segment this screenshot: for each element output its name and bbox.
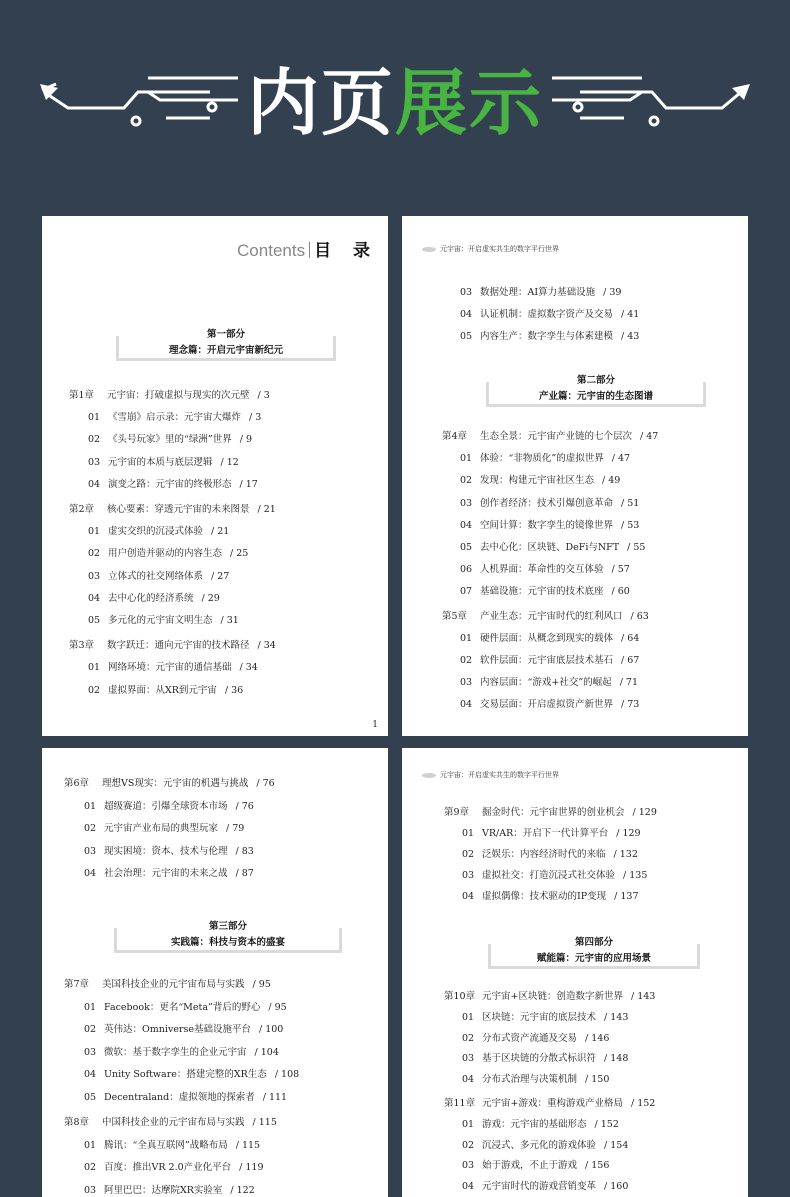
toc-entry-page: / 34 — [239, 662, 258, 674]
toc-section-entry — [462, 1030, 609, 1044]
toc-entry-page: / 137 — [614, 891, 639, 902]
toc-entry-number: 02 — [84, 823, 97, 835]
toc-section-entry — [84, 1137, 260, 1151]
toc-chapter-entry — [69, 637, 276, 651]
contents-zh: 目 录 — [314, 241, 378, 261]
toc-entry-title: 始于游戏，不止于游戏 — [482, 1160, 578, 1172]
banner-title — [0, 58, 790, 148]
toc-section-entry — [460, 696, 639, 710]
toc-entry-page: / 60 — [611, 586, 630, 598]
toc-entry-title: 泛娱乐：内容经济时代的来临 — [482, 849, 606, 860]
toc-entry-page: / 17 — [239, 478, 258, 490]
toc-section-entry — [460, 652, 639, 666]
part-number: 第二部分 — [571, 375, 621, 386]
toc-chapter-entry — [64, 1114, 277, 1128]
toc-entry-page: / 143 — [630, 991, 656, 1002]
toc-entry-number: 02 — [88, 548, 101, 560]
toc-entry-page: / 25 — [230, 548, 249, 560]
toc-entry-page: / 132 — [613, 849, 638, 860]
toc-chapter-entry — [69, 387, 270, 401]
toc-entry-page: / 129 — [632, 807, 657, 818]
toc-entry-number: 03 — [88, 456, 101, 468]
toc-entry-title: 元宇宙+区块链：创造数字新世界 — [482, 991, 623, 1002]
toc-entry-title: 虚实交织的沉浸式体验 — [108, 526, 204, 538]
toc-section-entry — [88, 590, 220, 604]
toc-section-entry — [462, 1009, 628, 1023]
toc-entry-number: 02 — [84, 1024, 97, 1035]
toc-entry-page: / 115 — [235, 1139, 261, 1151]
toc-entry-page: / 143 — [604, 1011, 629, 1023]
toc-entry-title: 空间计算：数字孪生的镜像世界 — [480, 519, 614, 531]
toc-page-2 — [402, 216, 748, 736]
part-box — [116, 329, 336, 361]
toc-entry-title: 基础设施：元宇宙的技术底座 — [480, 586, 604, 598]
toc-section-entry — [462, 1157, 609, 1171]
toc-section-entry — [88, 431, 252, 445]
part-number: 第四部分 — [569, 937, 619, 948]
toc-entry-number: 01 — [84, 1139, 97, 1151]
running-head-text: 元宇宙：开启虚实共生的数字平行世界 — [440, 771, 559, 779]
toc-section-entry — [460, 284, 621, 298]
toc-chapter-entry — [69, 501, 276, 515]
toc-entry-page: / 87 — [235, 868, 254, 880]
toc-entry-title: Facebook：更名“Meta”背后的野心 — [104, 1001, 261, 1013]
toc-entry-title: 英伟达：Omniverse基础设施平台 — [104, 1024, 251, 1035]
toc-entry-page: / 119 — [239, 1162, 264, 1173]
toc-section-entry — [88, 454, 239, 468]
toc-entry-page: / 152 — [594, 1118, 619, 1130]
toc-entry-page: / 71 — [619, 677, 638, 689]
toc-section-entry — [88, 612, 239, 626]
toc-entry-title: 虚拟偶像：技术驱动的IP变现 — [482, 891, 607, 902]
toc-entry-title: 元宇宙+游戏：重构游戏产业格局 — [482, 1098, 623, 1109]
toc-section-entry — [460, 450, 630, 464]
toc-section-entry — [84, 1021, 283, 1035]
toc-entry-title: 虚拟界面：从XR到元宇宙 — [108, 684, 217, 696]
toc-entry-page: / 76 — [256, 778, 275, 789]
toc-entry-number: 04 — [460, 699, 473, 711]
toc-entry-page: / 64 — [621, 632, 640, 644]
toc-entry-page: / 3 — [257, 390, 270, 401]
toc-entry-number: 03 — [460, 497, 473, 509]
toc-entry-page: / 67 — [621, 655, 640, 666]
toc-section-entry — [462, 825, 641, 839]
toc-section-entry — [84, 1066, 299, 1080]
toc-entry-title: 《头号玩家》里的“绿洲”世界 — [108, 434, 232, 446]
toc-entry-title: 社会治理：元宇宙的未来之战 — [104, 868, 228, 880]
toc-entry-page: / 36 — [224, 684, 244, 696]
toc-chapter-entry — [442, 428, 658, 442]
toc-entry-number: 04 — [88, 478, 101, 490]
toc-section-entry — [88, 545, 248, 559]
part-title: 理念篇：开启元宇宙新纪元 — [165, 345, 287, 356]
toc-entry-page: / 148 — [604, 1053, 629, 1065]
toc-chapter-entry — [444, 804, 657, 818]
part-number: 第一部分 — [201, 329, 251, 340]
toc-entry-title: 腾讯：“全真互联网”战略布局 — [104, 1139, 228, 1151]
part-box — [488, 937, 700, 969]
toc-entry-title: 元宇宙的本质与底层逻辑 — [108, 456, 213, 468]
toc-entry-number: 02 — [88, 434, 101, 446]
toc-entry-number: 05 — [84, 1091, 97, 1103]
toc-entry-title: 现实困境：资本、技术与伦理 — [104, 845, 228, 857]
toc-section-entry — [88, 476, 258, 490]
toc-page-3 — [42, 748, 388, 1197]
toc-entry-number: 第5章 — [442, 610, 468, 622]
toc-entry-page: / 3 — [249, 412, 262, 424]
toc-entry-title: 数字跃迁：通向元宇宙的技术路径 — [107, 640, 250, 652]
banner-title-white: 内页 — [246, 61, 395, 145]
toc-section-entry — [460, 517, 639, 531]
toc-entry-number: 01 — [462, 1118, 475, 1130]
toc-section-entry — [462, 1178, 628, 1192]
toc-section-entry — [84, 798, 254, 812]
toc-entry-title: 创作者经济：技术引爆创意革命 — [480, 497, 614, 509]
toc-entry-page: / 39 — [603, 287, 622, 298]
toc-entry-page: / 41 — [621, 309, 640, 320]
toc-section-entry — [460, 561, 630, 575]
toc-entry-title: 数据处理：AI算力基础设施 — [480, 287, 596, 298]
toc-entry-title: 内容生产：数字孪生与体素建模 — [480, 331, 614, 342]
toc-entry-title: 掘金时代：元宇宙世界的创业机会 — [482, 807, 625, 818]
toc-entry-number: 01 — [460, 632, 473, 644]
toc-chapter-entry — [64, 775, 275, 789]
toc-entry-page: / 53 — [621, 519, 640, 531]
toc-entry-number: 02 — [88, 684, 101, 696]
toc-entry-page: / 27 — [211, 570, 230, 582]
toc-entry-number: 03 — [462, 1160, 475, 1172]
toc-entry-title: 体验：“非物质化”的虚拟世界 — [480, 453, 604, 465]
toc-entry-number: 04 — [462, 1181, 475, 1193]
toc-entry-number: 04 — [460, 519, 473, 531]
toc-entry-number: 03 — [88, 570, 101, 582]
toc-entry-page: / 9 — [239, 434, 252, 446]
toc-section-entry — [460, 472, 620, 486]
toc-entry-title: 元宇宙：打破虚拟与现实的次元壁 — [107, 390, 250, 401]
running-head — [422, 770, 559, 780]
toc-section-entry — [462, 1137, 628, 1151]
toc-entry-page: / 95 — [252, 979, 271, 990]
toc-entry-title: 微软：基于数字孪生的企业元宇宙 — [104, 1046, 247, 1058]
part-title: 赋能篇：元宇宙的应用场景 — [533, 953, 655, 964]
toc-entry-number: 05 — [460, 331, 473, 342]
toc-section-entry — [460, 674, 638, 688]
toc-section-entry — [88, 409, 261, 423]
toc-entry-page: / 135 — [623, 870, 648, 881]
page-number: 1 — [372, 720, 378, 730]
toc-entry-title: 立体式的社交网络体系 — [108, 570, 204, 582]
toc-entry-page: / 154 — [604, 1139, 629, 1151]
toc-section-entry — [462, 1050, 628, 1064]
toc-entry-number: 01 — [462, 828, 475, 839]
toc-entry-number: 01 — [88, 662, 101, 674]
toc-section-entry — [84, 820, 244, 834]
toc-entry-number: 03 — [462, 870, 475, 881]
toc-entry-title: 超级赛道：引爆全球资本市场 — [104, 800, 228, 812]
toc-entry-title: 网络环境：元宇宙的通信基础 — [108, 662, 232, 674]
toc-entry-title: 交易层面：开启虚拟资产新世界 — [480, 699, 614, 711]
toc-entry-page: / 51 — [621, 497, 640, 509]
part-box — [486, 375, 706, 407]
toc-entry-title: 美国科技企业的元宇宙布局与实践 — [102, 979, 245, 990]
toc-chapter-entry — [442, 608, 649, 622]
toc-entry-page: / 47 — [640, 431, 659, 442]
toc-entry-page: / 76 — [235, 800, 254, 812]
toc-entry-title: 演变之路：元宇宙的终极形态 — [108, 478, 232, 490]
toc-entry-number: 06 — [460, 564, 473, 576]
toc-entry-page: / 55 — [627, 542, 646, 553]
toc-entry-page: / 31 — [220, 615, 239, 626]
toc-entry-page: / 95 — [268, 1001, 287, 1013]
toc-entry-page: / 29 — [201, 592, 220, 604]
toc-entry-number: 03 — [84, 1184, 97, 1196]
toc-entry-number: 04 — [88, 592, 101, 604]
toc-entry-number: 07 — [460, 586, 473, 598]
toc-entry-title: 元宇宙时代的游戏营销变革 — [482, 1181, 597, 1193]
contents-divider — [309, 242, 310, 258]
toc-entry-number: 03 — [462, 1053, 475, 1065]
toc-section-entry — [84, 1182, 255, 1196]
toc-entry-page: / 34 — [257, 640, 276, 652]
toc-entry-title: 软件层面：元宇宙底层技术基石 — [480, 655, 614, 666]
toc-entry-page: / 21 — [211, 526, 230, 538]
running-head — [422, 244, 559, 254]
toc-entry-title: 发现：构建元宇宙社区生态 — [480, 475, 595, 487]
toc-section-entry — [462, 888, 639, 902]
toc-entry-page: / 160 — [604, 1181, 629, 1193]
toc-entry-number: 第8章 — [64, 1117, 90, 1128]
toc-entry-page: / 47 — [611, 453, 631, 465]
toc-entry-page: / 21 — [257, 504, 276, 515]
toc-chapter-entry — [444, 988, 655, 1002]
toc-entry-page: / 57 — [611, 564, 630, 576]
toc-entry-page: / 129 — [616, 828, 641, 839]
toc-entry-title: 硬件层面：从概念到现实的载体 — [480, 632, 614, 644]
toc-entry-number: 03 — [460, 287, 473, 298]
toc-entry-title: 多元化的元宇宙文明生态 — [108, 615, 213, 626]
toc-entry-title: 中国科技企业的元宇宙布局与实践 — [102, 1117, 245, 1128]
toc-entry-title: 分布式治理与决策机制 — [482, 1074, 578, 1086]
toc-entry-title: 认证机制：虚拟数字资产及交易 — [480, 309, 614, 320]
toc-page-4 — [402, 748, 748, 1197]
toc-chapter-entry — [64, 976, 271, 990]
toc-entry-title: 生态全景：元宇宙产业链的七个层次 — [480, 431, 633, 442]
toc-entry-title: 核心要素：穿透元宇宙的未来图景 — [107, 504, 250, 515]
toc-section-entry — [88, 568, 229, 582]
toc-entry-title: 基于区块链的分散式标识符 — [482, 1053, 597, 1065]
toc-section-entry — [460, 306, 639, 320]
toc-section-entry — [462, 867, 647, 881]
toc-entry-number: 第7章 — [64, 979, 90, 990]
toc-entry-title: 沉浸式、多元化的游戏体验 — [482, 1139, 597, 1151]
toc-entry-number: 03 — [460, 677, 473, 689]
toc-entry-page: / 104 — [254, 1046, 279, 1058]
toc-section-entry — [84, 843, 254, 857]
toc-section-entry — [462, 1116, 619, 1130]
toc-page-1 — [42, 216, 388, 736]
toc-entry-page: / 49 — [602, 475, 621, 487]
toc-entry-page: / 111 — [262, 1091, 288, 1103]
toc-entry-number: 02 — [462, 1139, 475, 1151]
toc-section-entry — [84, 865, 254, 879]
toc-entry-number: 05 — [460, 542, 473, 553]
toc-section-entry — [460, 630, 639, 644]
toc-entry-page: / 12 — [220, 456, 239, 468]
toc-section-entry — [460, 328, 639, 342]
toc-entry-title: 《雪崩》启示录：元宇宙大爆炸 — [108, 412, 242, 424]
toc-entry-number: 04 — [462, 891, 475, 902]
toc-entry-number: 02 — [84, 1162, 97, 1173]
toc-entry-page: / 156 — [585, 1160, 610, 1172]
toc-entry-number: 02 — [462, 849, 475, 860]
toc-entry-number: 04 — [84, 1069, 97, 1080]
toc-entry-number: 01 — [84, 1001, 97, 1013]
toc-section-entry — [460, 583, 630, 597]
toc-entry-title: 人机界面：革命性的交互体验 — [480, 564, 604, 576]
toc-section-entry — [462, 1071, 609, 1085]
toc-entry-page: / 100 — [258, 1024, 284, 1035]
toc-section-entry — [460, 495, 639, 509]
toc-entry-title: 元宇宙产业布局的典型玩家 — [104, 823, 219, 835]
toc-entry-page: / 73 — [621, 699, 640, 711]
toc-entry-page: / 146 — [585, 1032, 610, 1044]
toc-entry-title: 分布式资产流通及交易 — [482, 1032, 578, 1044]
book-logo-icon — [422, 773, 436, 778]
toc-entry-number: 第4章 — [442, 431, 468, 442]
toc-section-entry — [462, 846, 638, 860]
toc-entry-number: 第2章 — [69, 504, 95, 515]
toc-entry-number: 第6章 — [64, 778, 90, 789]
toc-section-entry — [460, 539, 645, 553]
toc-entry-number: 01 — [84, 800, 97, 812]
toc-entry-number: 01 — [88, 412, 101, 424]
toc-entry-number: 04 — [84, 868, 97, 880]
toc-entry-number: 第10章 — [444, 991, 476, 1002]
part-number: 第三部分 — [203, 921, 253, 932]
toc-entry-number: 第3章 — [69, 640, 95, 652]
toc-entry-number: 04 — [460, 309, 473, 320]
toc-entry-title: 游戏：元宇宙的基础形态 — [482, 1118, 587, 1130]
toc-entry-number: 01 — [460, 453, 473, 465]
toc-entry-page: / 152 — [630, 1098, 656, 1109]
toc-entry-page: / 122 — [230, 1184, 255, 1196]
toc-entry-title: VR/AR：开启下一代计算平台 — [482, 828, 609, 839]
toc-entry-page: / 150 — [585, 1074, 610, 1086]
book-logo-icon — [422, 247, 436, 252]
toc-entry-title: 内容层面：“游戏+社交”的崛起 — [480, 677, 612, 689]
toc-entry-number: 05 — [88, 615, 101, 626]
toc-entry-title: 虚拟社交：打造沉浸式社交体验 — [482, 870, 616, 881]
toc-entry-title: 用户创造并驱动的内容生态 — [108, 548, 223, 560]
toc-entry-page: / 83 — [235, 845, 254, 857]
toc-entry-number: 02 — [462, 1032, 475, 1044]
toc-section-entry — [84, 1044, 279, 1058]
toc-section-entry — [84, 1089, 287, 1103]
banner-title-green: 展示 — [395, 61, 544, 145]
toc-entry-number: 03 — [84, 845, 97, 857]
toc-chapter-entry — [444, 1095, 655, 1109]
toc-entry-number: 02 — [460, 655, 473, 666]
toc-entry-title: 阿里巴巴：达摩院XR实验室 — [104, 1184, 223, 1196]
toc-entry-title: Decentraland：虚拟领地的探索者 — [104, 1091, 255, 1103]
toc-entry-page: / 63 — [630, 610, 649, 622]
toc-entry-page: / 43 — [621, 331, 640, 342]
toc-entry-number: 03 — [84, 1046, 97, 1058]
toc-section-entry — [88, 523, 229, 537]
toc-entry-title: 百度：推出VR 2.0产业化平台 — [104, 1162, 232, 1173]
toc-entry-number: 第1章 — [69, 390, 95, 401]
toc-entry-number: 04 — [462, 1074, 475, 1086]
toc-section-entry — [88, 682, 243, 696]
toc-entry-title: 去中心化的经济系统 — [108, 592, 194, 604]
toc-entry-page: / 79 — [226, 823, 245, 835]
toc-section-entry — [84, 1159, 264, 1173]
banner — [0, 0, 790, 200]
contents-header — [237, 236, 378, 261]
toc-entry-number: 02 — [460, 475, 473, 487]
part-box — [114, 921, 342, 953]
toc-section-entry — [84, 999, 287, 1013]
toc-entry-page: / 115 — [252, 1117, 277, 1128]
toc-entry-number: 第9章 — [444, 807, 470, 818]
toc-entry-title: 理想VS现实：元宇宙的机遇与挑战 — [102, 778, 249, 789]
toc-entry-title: 区块链：元宇宙的底层技术 — [482, 1011, 597, 1023]
running-head-text: 元宇宙：开启虚实共生的数字平行世界 — [440, 245, 559, 253]
toc-section-entry — [88, 659, 258, 673]
toc-entry-title: 去中心化：区块链、DeFi与NFT — [480, 542, 620, 553]
contents-en: Contents — [237, 241, 306, 260]
part-title: 实践篇：科技与资本的盛宴 — [167, 937, 289, 948]
toc-entry-number: 01 — [88, 526, 101, 538]
toc-entry-title: Unity Software：搭建完整的XR生态 — [104, 1069, 267, 1080]
toc-entry-number: 第11章 — [444, 1098, 476, 1109]
toc-entry-number: 01 — [462, 1011, 475, 1023]
toc-entry-page: / 108 — [274, 1069, 300, 1080]
toc-entry-title: 产业生态：元宇宙时代的红利风口 — [480, 610, 623, 622]
part-title: 产业篇：元宇宙的生态图谱 — [535, 391, 657, 402]
